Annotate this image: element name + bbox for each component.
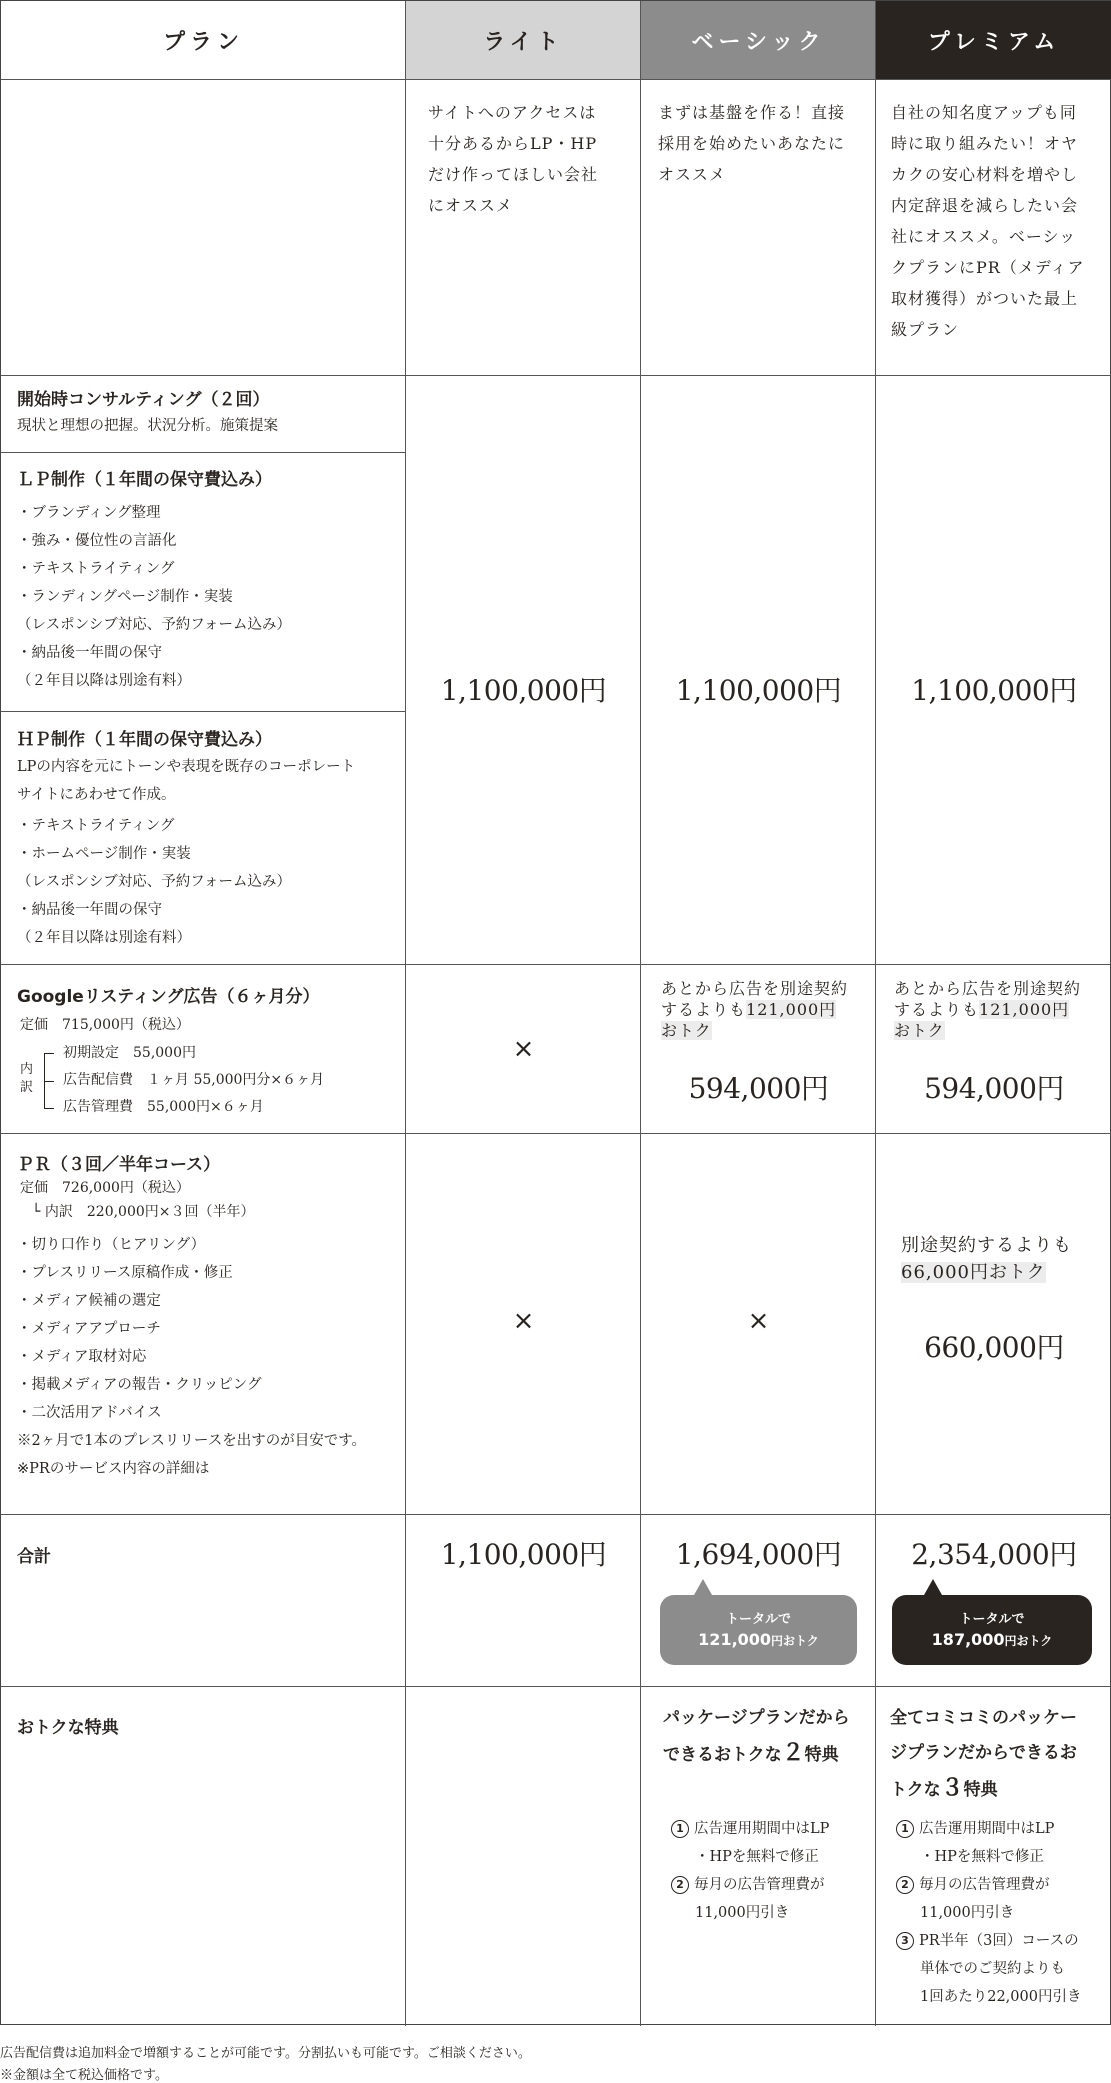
bracket-tick <box>44 1081 54 1082</box>
bonus-label: おトクな特典 <box>17 1718 119 1738</box>
divider <box>1 964 1111 965</box>
basic-pr-none: × <box>747 1306 770 1336</box>
lite-total: 1,100,000円 <box>440 1538 607 1571</box>
google-breakdown: 初期設定 55,000円 広告配信費 １ヶ月 55,000円分×６ヶ月 広告管理費 55,000円×６ヶ月 <box>63 1045 325 1115</box>
basic-description: まずは基盤を作る！直接 採用を始めたいあなたに オススメ <box>658 103 846 184</box>
premium-pr-note: 別途契約するよりも 66,000円おトク <box>901 1235 1072 1283</box>
pr-list-price: 定価 726,000円（税込） └ 内訳 220,000円×３回（半年） <box>20 1180 255 1220</box>
premium-production-price: 1,100,000円 <box>911 674 1077 707</box>
premium-google-price: 594,000円 <box>924 1072 1064 1105</box>
hp-title: ＨＰ制作（１年間の保守費込み） <box>17 730 272 750</box>
lp-items: ・ブランディング整理 ・強み・優位性の言語化 ・テキストライティング ・ランディングページ制作・実装 （レスポンシブ対応、予約フォーム込み） ・納品後一年間の保守 （２年目以降は別途有料） <box>17 505 291 689</box>
lite-description: サイトへのアクセスは 十分あるからLP・HP だけ作ってほしい会社 にオススメ <box>428 103 599 215</box>
bracket-tick <box>44 1053 54 1054</box>
basic-bubble-pointer <box>694 1579 712 1595</box>
breakdown-label: 内 訳 <box>20 1062 34 1095</box>
google-list-price: 定価 715,000円（税込） <box>20 1017 190 1033</box>
lite-pr-none: × <box>512 1306 535 1336</box>
footer-note-1: 広告配信費は追加料金で増額することが可能です。分割払いも可能です。ご相談ください。 <box>0 2046 531 2061</box>
google-title: Googleリスティング広告（６ヶ月分） <box>17 987 320 1007</box>
lite-production-price: 1,100,000円 <box>440 674 607 707</box>
hp-items: ・テキストライティング ・ホームページ制作・実装 （レスポンシブ対応、予約フォーム込み） ・納品後一年間の保守 （２年目以降は別途有料） <box>17 818 291 946</box>
lite-google-none: × <box>512 1034 535 1064</box>
basic-bonus-list: 1 広告運用期間中はLP ・HPを無料で修正 2 毎月の広告管理費が 11,000円引き <box>671 1815 871 1927</box>
consulting-title: 開始時コンサルティング（２回） <box>17 390 270 410</box>
divider <box>1 375 1111 376</box>
divider <box>1 1686 1111 1687</box>
header-plan: プラン <box>1 1 406 79</box>
lp-title: ＬＰ制作（１年間の保守費込み） <box>17 470 272 490</box>
divider <box>405 1 406 2026</box>
basic-savings-bubble: トータルで 121,000円おトク <box>660 1595 857 1665</box>
pr-title: ＰＲ（３回／半年コース） <box>17 1155 221 1175</box>
premium-bubble-pointer <box>924 1579 942 1595</box>
premium-bonus-list: 1 広告運用期間中はLP ・HPを無料で修正 2 毎月の広告管理費が 11,000円引き 3 PR半年（3回）コースの 単体でのご契約よりも 1回あたり22,000円引き <box>896 1815 1108 2011</box>
premium-total: 2,354,000円 <box>911 1538 1077 1571</box>
consulting-text: 現状と理想の把握。状況分析。施策提案 <box>17 418 278 434</box>
total-label: 合計 <box>17 1547 51 1567</box>
premium-google-note: あとから広告を別途契約 するよりも121,000円 おトク <box>894 979 1082 1040</box>
header-lite: ライト <box>406 1 641 79</box>
divider <box>640 1 641 2026</box>
premium-pr-price: 660,000円 <box>924 1331 1064 1364</box>
divider <box>1 711 406 712</box>
divider <box>1 1514 1111 1515</box>
pr-items: ・切り口作り（ヒアリング） ・プレスリリース原稿作成・修正 ・メディア候補の選定 ・メディアアプローチ ・メディア取材対応 ・掲載メディアの報告・クリッピング ・二次活用アドバイス ※2ヶ月で1本のプレスリリースを出すのが目安です。 ※PRのサービス内容の詳細は <box>17 1237 367 1477</box>
basic-bonus-title: パッケージプランだから できるおトクな２特典 <box>663 1708 850 1766</box>
header-basic: ベーシック <box>641 1 876 79</box>
bracket-tick <box>44 1108 54 1109</box>
divider <box>1 79 1111 80</box>
header-premium: プレミアム <box>876 1 1111 79</box>
premium-description: 自社の知名度アップも同 時に取り組みたい！オヤ カクの安心材料を増やし 内定辞退を減らしたい会 社にオススメ。ベーシッ クプランにPR（メディア 取材獲得）がついた最上 級プラン <box>891 103 1085 339</box>
basic-google-price: 594,000円 <box>688 1072 829 1105</box>
divider <box>1 452 406 453</box>
basic-production-price: 1,100,000円 <box>675 674 842 707</box>
divider <box>1 1133 1111 1134</box>
premium-savings-bubble: トータルで 187,000円おトク <box>892 1595 1092 1665</box>
divider <box>875 1 876 2026</box>
hp-intro: LPの内容を元にトーンや表現を既存のコーポレート サイトにあわせて作成。 <box>17 759 356 803</box>
basic-total: 1,694,000円 <box>675 1538 842 1571</box>
footer-note-2: ※金額は全て税込価格です。 <box>0 2068 168 2083</box>
premium-bonus-title: 全てコミコミのパッケー ジプランだからできるお トクな３特典 <box>890 1708 1077 1801</box>
basic-google-note: あとから広告を別途契約 するよりも121,000円 おトク <box>661 979 849 1040</box>
